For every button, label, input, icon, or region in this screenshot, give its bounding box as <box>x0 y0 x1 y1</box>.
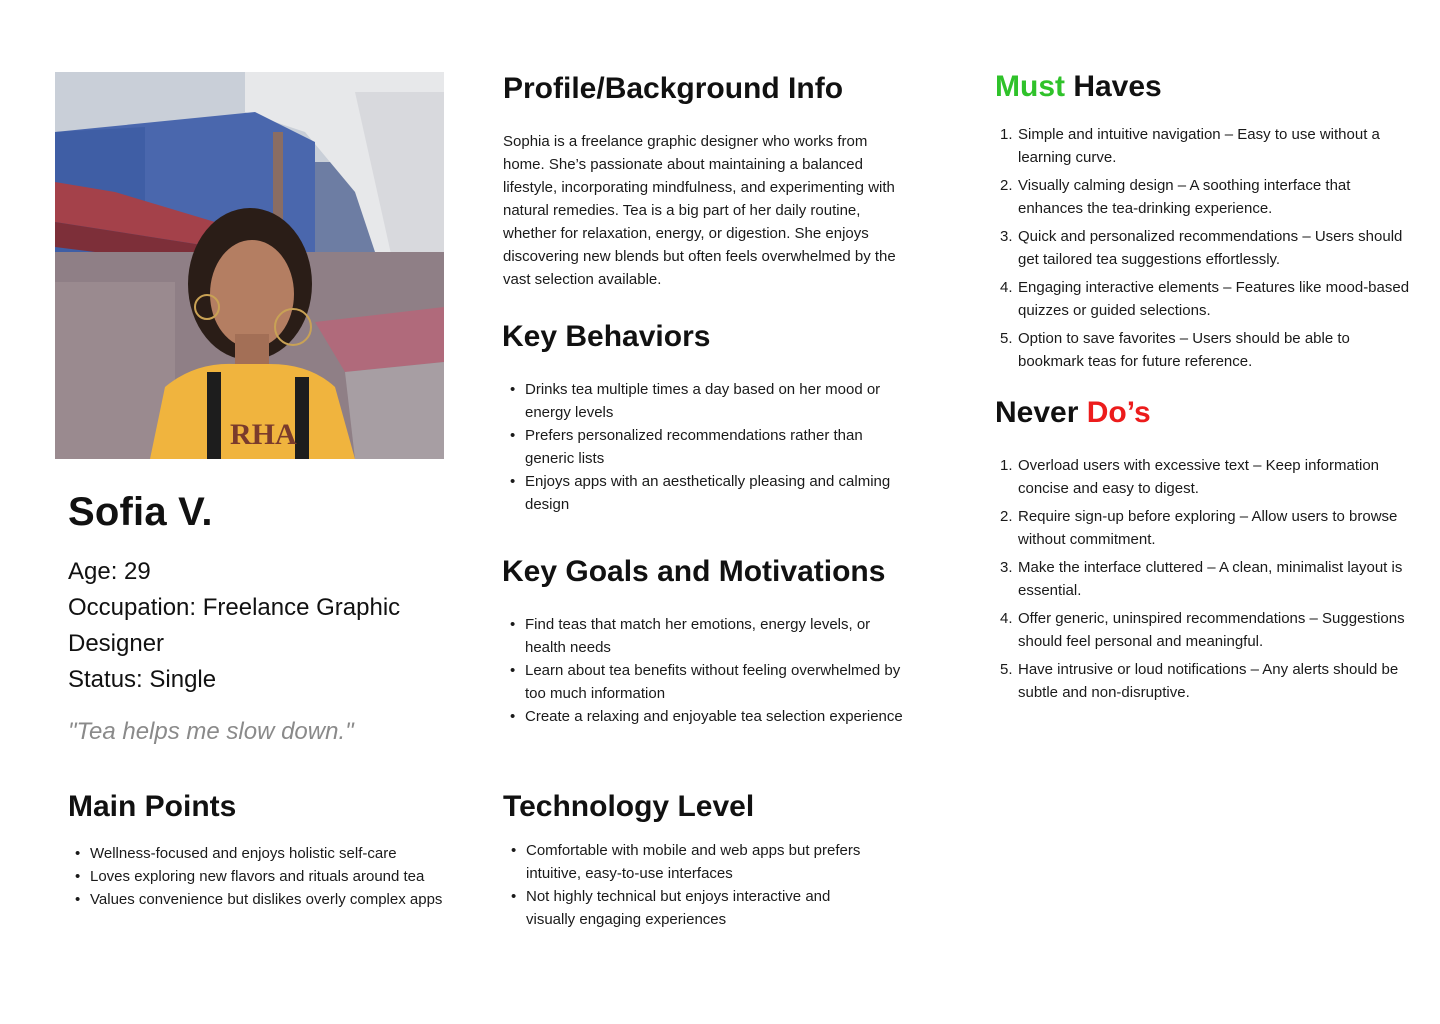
list-item: 3. Quick and personalized recommendations – Users should get tailored tea suggestions effortlessly. <box>1000 228 1403 268</box>
key-goals-list <box>503 613 913 728</box>
persona-photo <box>55 72 444 459</box>
list-item: 5. Option to save favorites – Users should be able to bookmark teas for future reference. <box>1000 330 1350 370</box>
persona-quote: "Tea helps me slow down." <box>68 718 354 745</box>
persona-details <box>68 554 448 698</box>
list-item: 4. Engaging interactive elements – Features like mood-based quizzes or guided selections. <box>1000 279 1410 319</box>
persona-photo-illustration <box>55 72 444 459</box>
never-dos-rest: Never <box>995 396 1087 429</box>
key-goals-heading: Key Goals and Motivations <box>502 555 886 588</box>
list-item: 2. Visually calming design – A soothing interface that enhances the tea-drinking experience. <box>1000 177 1351 217</box>
persona-status: Status: Single <box>68 666 217 693</box>
never-dos-list <box>996 454 1416 709</box>
svg-text:RHA: RHA <box>230 418 297 451</box>
list-item: • Prefers personalized recommendations rather than generic lists <box>503 424 903 470</box>
list-item: • Drinks tea multiple times a day based on her mood or energy levels <box>503 378 903 424</box>
key-behaviors-heading: Key Behaviors <box>502 320 711 353</box>
never-dos-accent: Do’s <box>1086 396 1151 429</box>
persona-name: Sofia V. <box>68 490 213 534</box>
list-item: 5. Have intrusive or loud notifications – Any alerts should be subtle and non-disruptive. <box>1000 661 1399 701</box>
list-item: • Values convenience but dislikes overly complex apps <box>68 888 478 911</box>
list-item: 4. Offer generic, uninspired recommendations – Suggestions should feel personal and meaningful. <box>1000 610 1405 650</box>
list-item: 1. Simple and intuitive navigation – Easy to use without a learning curve. <box>1000 126 1380 166</box>
list-item: • Learn about tea benefits without feeling overwhelmed by too much information <box>503 659 913 705</box>
list-item: • Loves exploring new flavors and rituals around tea <box>68 865 478 888</box>
list-item: 1. Overload users with excessive text – Keep information concise and easy to digest. <box>1000 457 1380 497</box>
profile-text: Sophia is a freelance graphic designer who works from home. She’s passionate about maintaining a balanced lifestyle, incorporating mindfulness, and experimenting with natural remedies. Tea is a big part of her daily routine, whether for relaxation, energy, or digestion. She enjoys discovering new blends but often feels overwhelmed by the vast selection available. <box>503 133 896 288</box>
main-points-heading: Main Points <box>68 790 237 823</box>
technology-heading: Technology Level <box>503 790 755 823</box>
main-points-list <box>68 842 478 911</box>
list-item: • Find teas that match her emotions, energy levels, or health needs <box>503 613 913 659</box>
list-item: • Enjoys apps with an aesthetically pleasing and calming design <box>503 470 903 516</box>
must-haves-accent: Must <box>995 70 1065 103</box>
must-haves-list <box>996 123 1416 378</box>
list-item: 3. Make the interface cluttered – A clean, minimalist layout is essential. <box>1000 559 1403 599</box>
never-dos-heading <box>995 396 1151 430</box>
list-item: • Not highly technical but enjoys interactive and visually engaging experiences <box>504 885 864 931</box>
profile-heading: Profile/Background Info <box>503 72 844 105</box>
must-haves-rest: Haves <box>1065 70 1162 103</box>
list-item: • Comfortable with mobile and web apps but prefers intuitive, easy-to-use interfaces <box>504 839 864 885</box>
list-item: • Create a relaxing and enjoyable tea selection experience <box>503 705 913 728</box>
list-item: 2. Require sign-up before exploring – Allow users to browse without commitment. <box>1000 508 1398 548</box>
key-behaviors-list <box>503 378 903 516</box>
persona-occupation: Occupation: Freelance Graphic Designer <box>68 594 401 657</box>
list-item: • Wellness-focused and enjoys holistic self-care <box>68 842 478 865</box>
technology-list <box>504 839 864 931</box>
must-haves-heading <box>995 70 1162 104</box>
persona-age: Age: 29 <box>68 558 151 585</box>
